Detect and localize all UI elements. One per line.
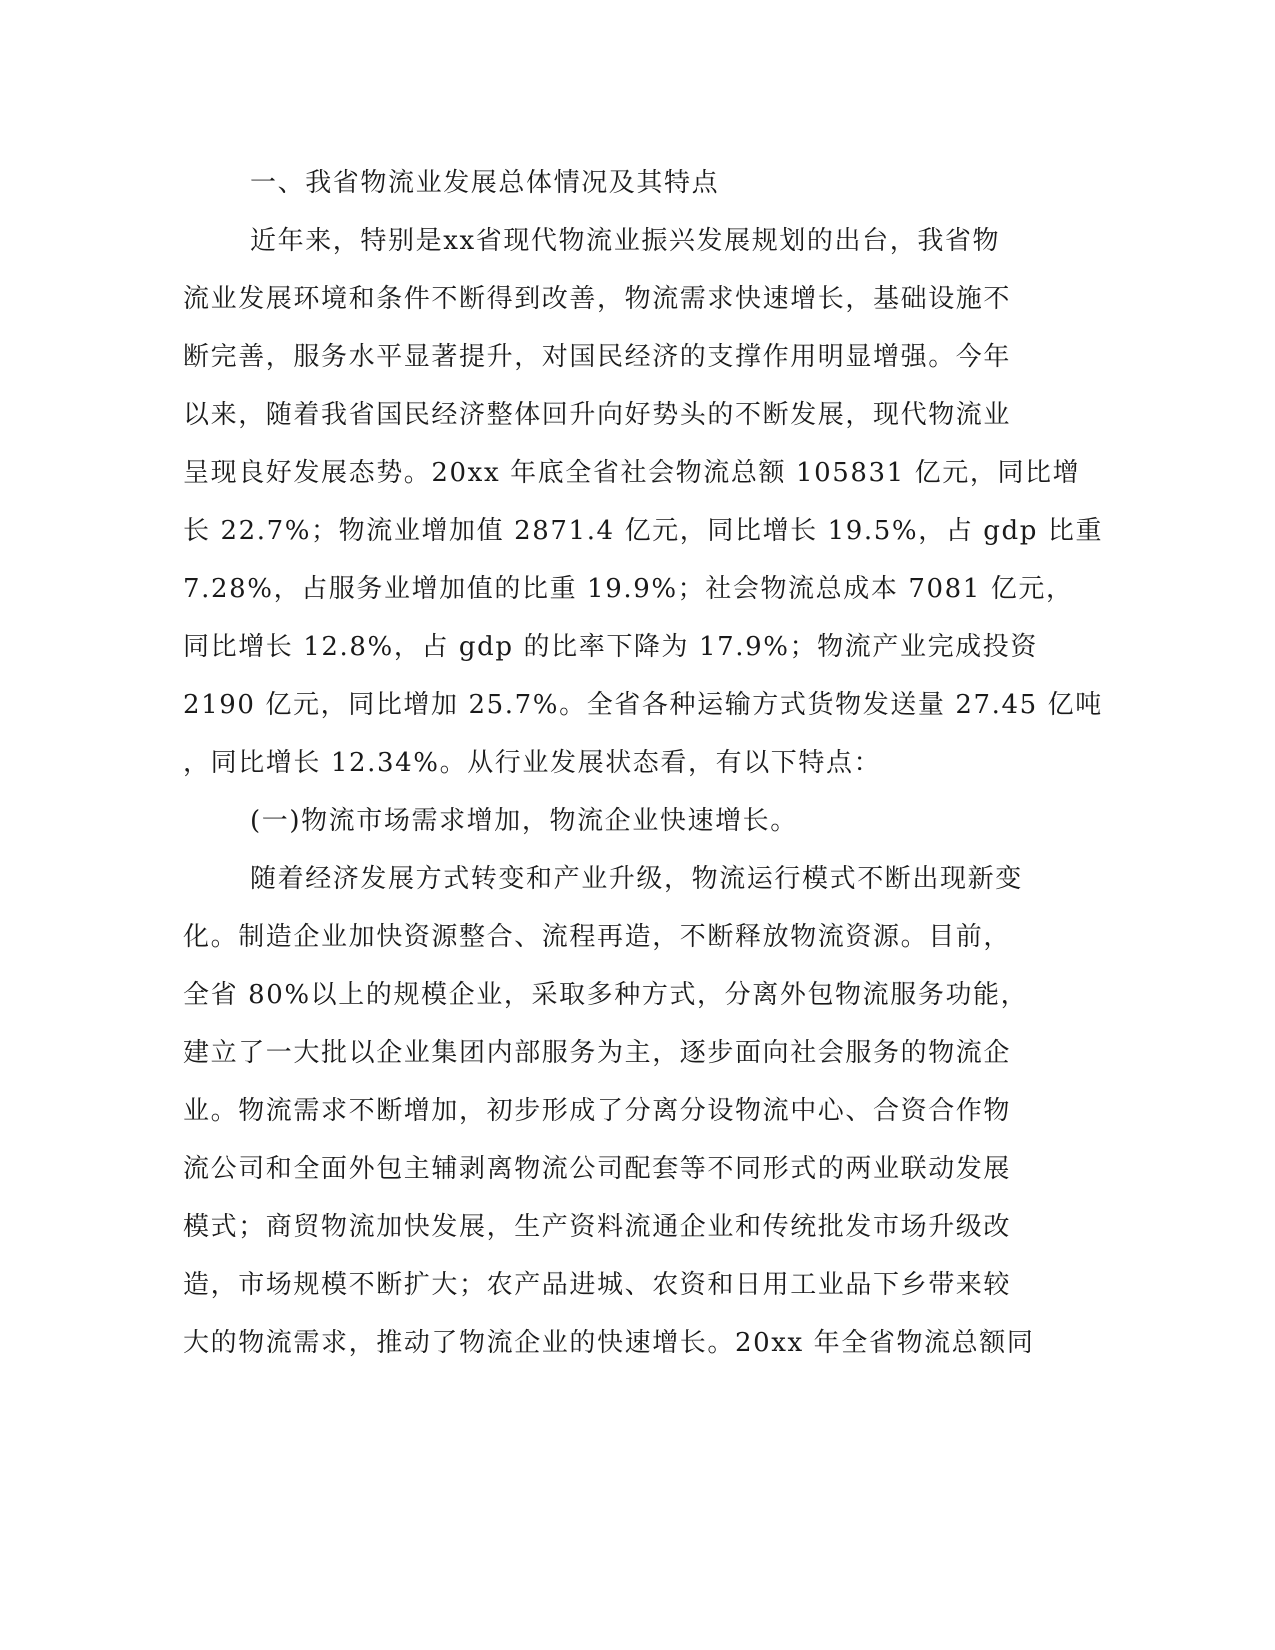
paragraph-line: 断完善，服务水平显著提升，对国民经济的支撑作用明显增强。今年 [183, 342, 1012, 372]
paragraph-line: 近年来，特别是xx省现代物流业振兴发展规划的出台，我省物 [250, 226, 1001, 256]
paragraph-line: 长 22.7%；物流业增加值 2871.4 亿元，同比增长 19.5%，占 gdp 比重 [183, 516, 1104, 546]
paragraph-line: 呈现良好发展态势。20xx 年底全省社会物流总额 105831 亿元，同比增 [183, 458, 1081, 488]
paragraph-line: 造，市场规模不断扩大；农产品进城、农资和日用工业品下乡带来较 [183, 1270, 1012, 1300]
paragraph-line: 模式；商贸物流加快发展，生产资料流通企业和传统批发市场升级改 [183, 1212, 1012, 1242]
paragraph-line: 业。物流需求不断增加，初步形成了分离分设物流中心、合资合作物 [183, 1096, 1012, 1126]
paragraph-line: 随着经济发展方式转变和产业升级，物流运行模式不断出现新变 [250, 864, 1023, 894]
paragraph-line: 大的物流需求，推动了物流企业的快速增长。20xx 年全省物流总额同 [183, 1328, 1035, 1358]
paragraph-line: 流业发展环境和条件不断得到改善，物流需求快速增长，基础设施不 [183, 284, 1012, 314]
paragraph-line: 流公司和全面外包主辅剥离物流公司配套等不同形式的两业联动发展 [183, 1154, 1012, 1184]
subsection-heading: (一)物流市场需求增加，物流企业快速增长。 [250, 806, 798, 836]
paragraph-line: 化。制造企业加快资源整合、流程再造，不断释放物流资源。目前， [183, 922, 1012, 952]
paragraph-line: 2190 亿元，同比增加 25.7%。全省各种运输方式货物发送量 27.45 亿吨 [183, 690, 1103, 720]
section-heading: 一、我省物流业发展总体情况及其特点 [250, 168, 720, 198]
paragraph-line: 7.28%，占服务业增加值的比重 19.9%；社会物流总成本 7081 亿元， [183, 574, 1074, 604]
paragraph-line: ，同比增长 12.34%。从行业发展状态看，有以下特点： [183, 748, 882, 778]
paragraph-line: 全省 80%以上的规模企业，采取多种方式，分离外包物流服务功能， [183, 980, 1029, 1010]
paragraph-line: 建立了一大批以企业集团内部服务为主，逐步面向社会服务的物流企 [183, 1038, 1012, 1068]
paragraph-line: 同比增长 12.8%，占 gdp 的比率下降为 17.9%；物流产业完成投资 [183, 632, 1038, 662]
paragraph-line: 以来，随着我省国民经济整体回升向好势头的不断发展，现代物流业 [183, 400, 1012, 430]
